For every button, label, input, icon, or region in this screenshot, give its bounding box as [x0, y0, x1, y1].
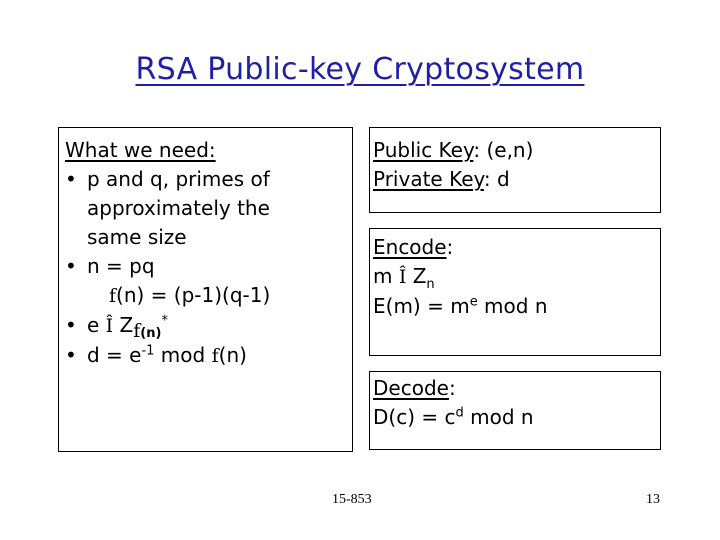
bullet-icon: •: [65, 254, 77, 278]
bullet-icon: •: [65, 343, 77, 367]
encode-formula: $E(m) = m^e$ mod n: [373, 294, 548, 318]
course-number: 15-853: [332, 492, 372, 507]
page-number: 13: [646, 492, 660, 507]
bullet-icon: •: [65, 313, 77, 337]
decode-formula: $D(c) = c^d$ mod n: [373, 405, 534, 429]
slide-title: RSA Public-key Cryptosystem: [135, 52, 585, 87]
bullet-icon: •: [65, 167, 77, 191]
phi-symbol: f: [109, 285, 117, 307]
element-of-symbol: Î: [105, 315, 114, 337]
encode-box: [369, 228, 661, 356]
list-item-primes: • p and q, primes of approximately the same size: [65, 167, 270, 249]
encode-domain-line: m Î $Z_n$: [373, 264, 435, 292]
phi-symbol: f: [133, 320, 141, 342]
decode-heading: Decode:: [373, 376, 456, 400]
list-item-exponent-d: • $d = e^{-1}$ mod f(n): [65, 341, 352, 371]
public-key-line: Public Key: (e,n): [373, 138, 534, 162]
totient-line: f(n) = (p-1)(q-1): [109, 283, 271, 307]
private-key-line: Private Key: d: [373, 167, 510, 191]
list-item-exponent-e: • e Î $Z_{f(n)}^*$: [65, 313, 168, 342]
requirements-box: [58, 127, 353, 452]
requirements-heading: What we need:: [65, 138, 216, 162]
phi-symbol: f: [211, 345, 219, 367]
requirements-list: [65, 165, 352, 371]
decode-box: [369, 371, 661, 450]
keys-box: [369, 127, 661, 213]
list-item-modulus: • n = pq f(n) = (p-1)(q-1): [65, 252, 352, 311]
element-of-symbol: Î: [398, 266, 407, 288]
encode-heading: Encode:: [373, 235, 454, 259]
